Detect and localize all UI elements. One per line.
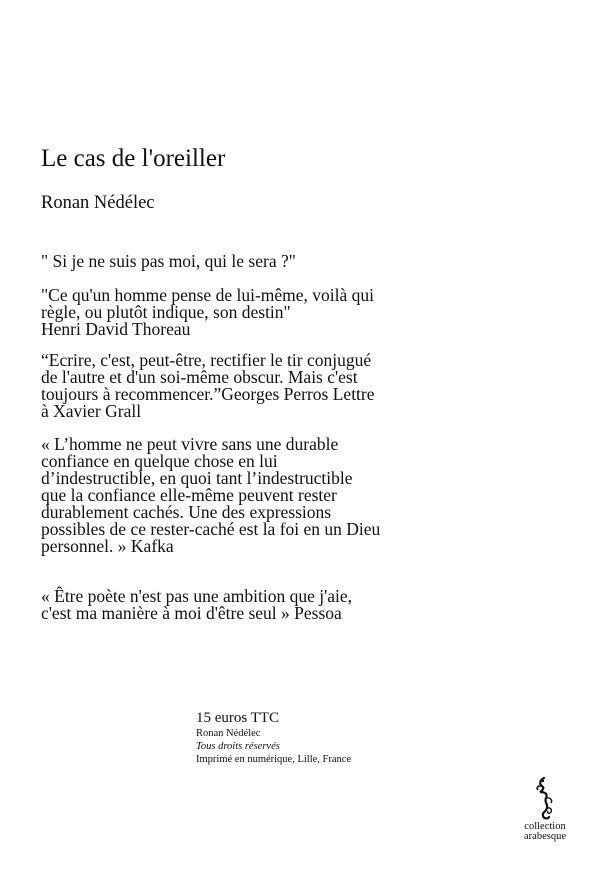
imprint-author: Ronan Nédélec bbox=[196, 728, 261, 739]
quote-line: toujours à recommencer.”Georges Perros Lettre bbox=[41, 384, 375, 404]
quote-line: c'est ma manière à moi d'être seul » Pessoa bbox=[41, 603, 342, 623]
book-title: Le cas de l'oreiller bbox=[41, 145, 226, 172]
quote-5 bbox=[41, 588, 471, 622]
quote-3 bbox=[41, 352, 471, 420]
quote-line: possibles de ce rester-caché est la foi en un Dieu bbox=[41, 519, 381, 539]
seahorse-arabesque-icon bbox=[530, 776, 560, 822]
quote-1 bbox=[41, 253, 471, 270]
quote-line: de l'autre et d'un soi-même obscur. Mais c'est bbox=[41, 367, 358, 387]
quote-line: " Si je ne suis pas moi, qui le sera ?" bbox=[41, 251, 296, 271]
imprint-block bbox=[196, 710, 351, 766]
quote-line: à Xavier Grall bbox=[41, 401, 142, 421]
imprint-rights: Tous droits réservés bbox=[196, 741, 280, 752]
quote-line: « Être poète n'est pas une ambition que j'aie, bbox=[41, 586, 353, 606]
quote-line: règle, ou plutôt indique, son destin" bbox=[41, 302, 291, 322]
quote-2 bbox=[41, 287, 471, 338]
quote-line: confiance en quelque chose en lui bbox=[41, 451, 278, 471]
quote-line: durablement cachés. Une des expressions bbox=[41, 502, 332, 522]
publisher-name-line2: arabesque bbox=[524, 831, 566, 842]
publisher-name-line1: collection bbox=[524, 821, 566, 832]
quote-line: “Ecrire, c'est, peut-être, rectifier le tir conjugué bbox=[41, 350, 372, 370]
price: 15 euros TTC bbox=[196, 710, 280, 726]
quote-line: personnel. » Kafka bbox=[41, 536, 174, 556]
quote-4 bbox=[41, 436, 471, 555]
quote-line: « L’homme ne peut vivre sans une durable bbox=[41, 434, 339, 454]
imprint-printed: Imprimé en numérique, Lille, France bbox=[196, 754, 352, 765]
publisher-logo bbox=[516, 776, 574, 842]
quote-line: Henri David Thoreau bbox=[41, 319, 191, 339]
quote-line: que la confiance elle-même peuvent rester bbox=[41, 485, 337, 505]
quote-line: "Ce qu'un homme pense de lui-même, voilà qui bbox=[41, 285, 375, 305]
book-author: Ronan Nédélec bbox=[41, 193, 155, 213]
quote-line: d’indestructible, en quoi tant l’indestructible bbox=[41, 468, 353, 488]
